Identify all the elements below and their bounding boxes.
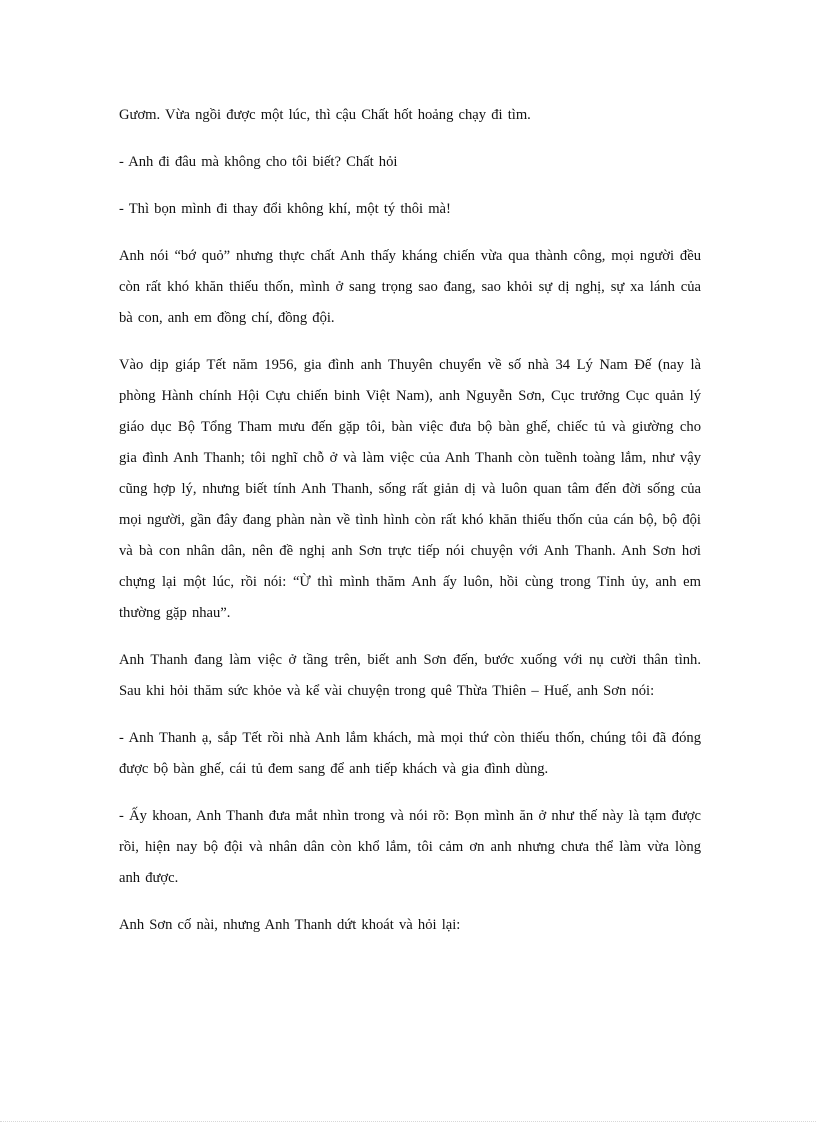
paragraph-2: - Anh đi đâu mà không cho tôi biết? Chất hỏi	[119, 154, 398, 170]
paragraph-7: - Anh Thanh ạ, sắp Tết rồi nhà Anh lắm khách, mà mọi thứ còn thiếu thốn, chúng tôi đã đóng được bộ bàn ghế, cái tủ đem sang để anh tiếp khách và gia đình dùng.	[119, 730, 701, 777]
paragraph-4: Anh nói “bớ quỏ” nhưng thực chất Anh thấy kháng chiến vừa qua thành công, mọi người đều còn rất khó khăn thiếu thốn, mình ở sang trọng sao đang, sao khỏi sự dị nghị, sự xa lánh của bà con, anh em đồng chí, đồng đội.	[119, 248, 701, 326]
paragraph-3: - Thì bọn mình đi thay đổi không khí, một tý thôi mà!	[119, 201, 451, 217]
paragraph-8: - Ấy khoan, Anh Thanh đưa mắt nhìn trong và nói rõ: Bọn mình ăn ở như thế này là tạm được rồi, hiện nay bộ đội và nhân dân còn khổ lắm, tôi cảm ơn anh nhưng chưa thể làm vừa lòng anh được.	[119, 808, 701, 886]
paragraph-5: Vào dịp giáp Tết năm 1956, gia đình anh Thuyên chuyển về số nhà 34 Lý Nam Đế (nay là phòng Hành chính Hội Cựu chiến binh Việt Nam), anh Nguyễn Sơn, Cục trưởng Cục quản lý giáo dục Bộ Tổng Tham mưu đến gặp tôi, bàn việc đưa bộ bàn ghế, chiếc tủ và giường cho gia đình Anh Thanh; tôi nghĩ chỗ ở và làm việc của Anh Thanh còn tuềnh toàng lắm, như vậy cũng hợp lý, nhưng biết tính Anh Thanh, sống rất giản dị và luôn quan tâm đến đời sống của mọi người, gần đây đang phàn nàn về tình hình còn rất khó khăn thiếu thốn của cán bộ, bộ đội và bà con nhân dân, nên đề nghị anh Sơn trực tiếp nói chuyện với Anh Thanh. Anh Sơn hơi chựng lại một lúc, rồi nói: “Ừ thì mình thăm Anh ấy luôn, hồi cùng trong Tỉnh ủy, anh em thường gặp nhau”.	[119, 357, 701, 621]
page-bottom-border	[0, 1121, 816, 1122]
paragraph-9: Anh Sơn cố nài, nhưng Anh Thanh dứt khoát và hỏi lại:	[119, 917, 461, 933]
document-body	[119, 100, 701, 957]
paragraph-6: Anh Thanh đang làm việc ở tầng trên, biết anh Sơn đến, bước xuống với nụ cười thân tình. Sau khi hỏi thăm sức khỏe và kể vài chuyện trong quê Thừa Thiên – Huế, anh Sơn nói:	[119, 652, 701, 699]
paragraph-1: Gươm. Vừa ngồi được một lúc, thì cậu Chất hốt hoảng chạy đi tìm.	[119, 107, 531, 123]
